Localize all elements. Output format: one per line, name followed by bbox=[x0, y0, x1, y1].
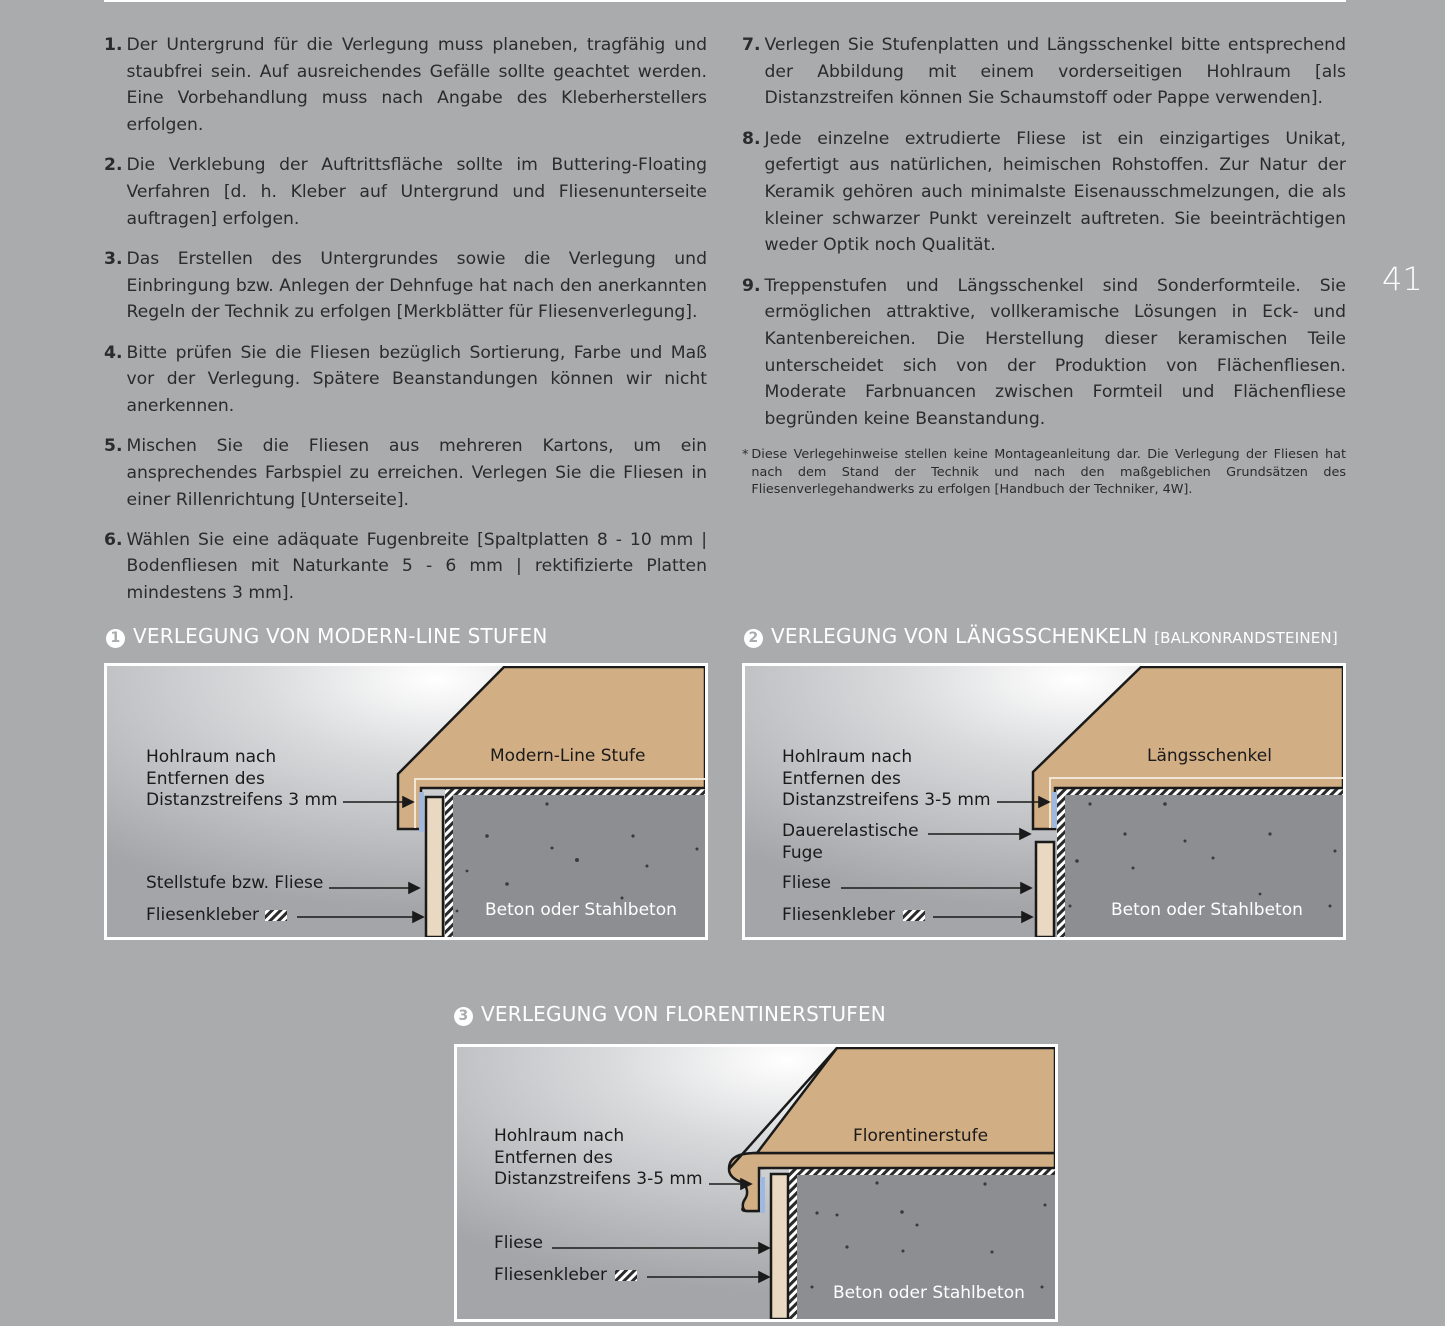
tile-label: Fliese bbox=[782, 873, 831, 893]
instruction-number: 3. bbox=[104, 248, 123, 269]
concrete-label: Beton oder Stahlbeton bbox=[833, 1283, 1025, 1303]
part-label: Modern-Line Stufe bbox=[490, 746, 646, 766]
instruction-item bbox=[104, 246, 707, 326]
top-rule bbox=[104, 0, 1346, 2]
cavity-label-line: Distanzstreifens 3 mm bbox=[146, 790, 338, 810]
cavity-label bbox=[146, 747, 338, 812]
joint-label bbox=[782, 821, 919, 864]
instruction-item bbox=[104, 340, 707, 420]
section-title-2 bbox=[744, 624, 1338, 648]
adhesive-label: Fliesenkleber bbox=[782, 905, 896, 925]
joint-label-line: Dauerelastische bbox=[782, 821, 919, 841]
instruction-item bbox=[104, 433, 707, 513]
tile-label: Fliese bbox=[494, 1233, 543, 1253]
section-marker-2: 2 bbox=[744, 629, 763, 648]
instruction-text: Das Erstellen des Untergrundes sowie die Verlegung und Einbringung bzw. Anlegen der Dehnfuge hat nach den anerkannten Regeln der Technik zu erfolgen [Merkblätter für Fliesenverlegung]. bbox=[126, 248, 707, 323]
instruction-item bbox=[104, 32, 707, 139]
instruction-text: Der Untergrund für die Verlegung muss planeben, tragfähig und staubfrei sein. Auf ausreichendes Gefälle sollte geachtet werden. Eine Vorbehandlung muss nach Angabe des Kleberherstellers erfolgen. bbox=[126, 35, 707, 136]
section-title-1 bbox=[106, 624, 548, 648]
cavity-label-line: Hohlraum nach bbox=[146, 747, 277, 767]
instruction-text: Verlegen Sie Stufenplatten und Längsschenkel bitte entsprechend der Abbildung mit einem vorderseitigen Hohlraum [als Distanzstreifen können Sie Schaumstoff oder Pappe verwenden]. bbox=[764, 35, 1346, 109]
section-title-text: VERLEGUNG VON LÄNGSSCHENKELN bbox=[771, 624, 1148, 648]
instruction-number: 2. bbox=[104, 155, 123, 176]
footnote-star: * bbox=[742, 447, 749, 463]
cavity-label-line: Hohlraum nach bbox=[494, 1126, 625, 1146]
cavity-label bbox=[494, 1126, 703, 1191]
instructions-right-column bbox=[742, 32, 1346, 499]
section-title-text: VERLEGUNG VON FLORENTINERSTUFEN bbox=[481, 1002, 886, 1026]
section-marker-1: 1 bbox=[106, 629, 125, 648]
instruction-text: Bitte prüfen Sie die Fliesen bezüglich Sortierung, Farbe und Maß vor der Verlegung. Spätere Beanstandungen können wir nicht anerkennen. bbox=[126, 342, 707, 416]
section-title-text: VERLEGUNG VON MODERN-LINE STUFEN bbox=[133, 624, 548, 648]
instruction-text: Jede einzelne extrudierte Fliese ist ein einzigartiges Unikat, gefertigt aus natürlichen, heimischen Rohstoffen. Zur Natur der Keramik gehören auch minimalste Eisenausschmelzungen, die als kleiner schwarzer Punkt vereinzelt auftreten. Sie beeinträchtigen weder Optik noch Qualität. bbox=[764, 128, 1346, 256]
instruction-item bbox=[104, 527, 707, 607]
section-subtitle: [BALKONRANDSTEINEN] bbox=[1154, 629, 1338, 647]
cavity-label-line: Entfernen des bbox=[782, 768, 901, 789]
adhesive-label: Fliesenkleber bbox=[494, 1265, 608, 1285]
diagram-florentiner bbox=[454, 1044, 1058, 1322]
diagram-laengsschenkel bbox=[742, 663, 1346, 940]
instruction-item bbox=[742, 126, 1346, 260]
instruction-number: 9. bbox=[742, 275, 761, 296]
section-title-3 bbox=[454, 1002, 886, 1026]
concrete-label: Beton oder Stahlbeton bbox=[485, 900, 677, 920]
instruction-item bbox=[104, 152, 707, 232]
tile-label: Stellstufe bzw. Fliese bbox=[146, 873, 324, 893]
instruction-text: Die Verklebung der Auftrittsfläche sollte im Buttering-Floating Verfahren [d. h. Kleber auf Untergrund und Fliesenunterseite auftragen] erfolgen. bbox=[126, 155, 707, 229]
concrete-label: Beton oder Stahlbeton bbox=[1111, 900, 1303, 920]
instructions-left-column bbox=[104, 32, 707, 620]
instruction-item bbox=[742, 32, 1346, 112]
section-marker-3: 3 bbox=[454, 1007, 473, 1026]
instruction-number: 7. bbox=[742, 35, 761, 55]
part-label: Längsschenkel bbox=[1147, 746, 1272, 766]
instruction-number: 5. bbox=[104, 436, 123, 457]
instruction-item bbox=[742, 273, 1346, 433]
instruction-text: Wählen Sie eine adäquate Fugenbreite [Spaltplatten 8 - 10 mm | Bodenfliesen mit Naturkante 5 - 6 mm | rektifizierte Platten mindestens 3 mm]. bbox=[126, 529, 707, 604]
part-label: Florentinerstufe bbox=[853, 1126, 989, 1146]
footnote-text: Diese Verlegehinweise stellen keine Montageanleitung dar. Die Verlegung der Fliesen hat nach dem Stand der Technik und nach den maßgeblichen Grundsätzen des Fliesenverlegehandwerks zu erfolgen [Handbuch der Techniker, 4W]. bbox=[751, 447, 1346, 498]
instruction-number: 1. bbox=[104, 35, 123, 55]
instruction-text: Mischen Sie die Fliesen aus mehreren Kartons, um ein ansprechendes Farbspiel zu erreichen. Verlegen Sie die Fliesen in einer Rillenrichtung [Unterseite]. bbox=[126, 436, 707, 510]
joint-label-line: Fuge bbox=[782, 842, 823, 863]
instruction-number: 6. bbox=[104, 529, 123, 550]
footnote bbox=[742, 446, 1346, 498]
page-number: 41 bbox=[1382, 260, 1423, 298]
instruction-text: Treppenstufen und Längsschenkel sind Sonderformteile. Sie ermöglichen attraktive, vollkeramische Lösungen in Eck- und Kantenbereichen. Die Herstellung dieser keramischen Teile unterscheidet sich von der Produktion von Flächenfliesen. Moderate Farbnuancen zwischen Formteil und Flächenfliese begründen keine Beanstandung. bbox=[764, 275, 1346, 430]
cavity-label-line: Entfernen des bbox=[494, 1147, 613, 1168]
cavity-label-line: Entfernen des bbox=[146, 768, 265, 789]
instruction-number: 8. bbox=[742, 128, 761, 149]
cavity-label bbox=[782, 747, 991, 812]
cavity-label-line: Distanzstreifens 3-5 mm bbox=[494, 1169, 703, 1189]
cavity-label-line: Distanzstreifens 3-5 mm bbox=[782, 790, 991, 810]
diagram-modern-line bbox=[104, 663, 708, 940]
adhesive-label: Fliesenkleber bbox=[146, 905, 260, 925]
cavity-label-line: Hohlraum nach bbox=[782, 747, 913, 767]
instruction-number: 4. bbox=[104, 342, 123, 363]
